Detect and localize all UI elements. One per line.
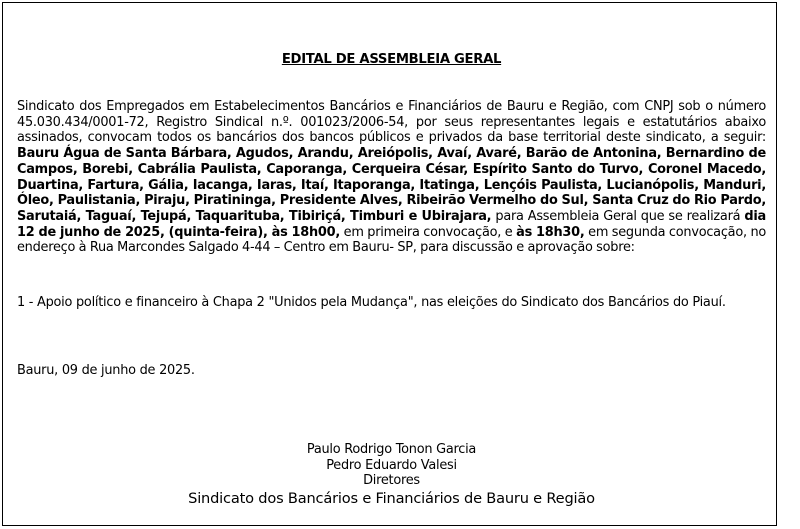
signatory-name-2: Pedro Eduardo Valesi bbox=[326, 457, 457, 473]
paragraph-intro: Sindicato dos Empregados em Estabelecimentos Bancários e Financiários de Bauru e Região, com CNPJ sob o número 45.030.434/0001-72, Registro Sindical n.º. 001023/2006-54, por seus representantes legais e estatutários abaixo assinados, convocam todos os bancários dos bancos públicos e privados da base territorial deste sindicato, a seguir: bbox=[17, 99, 766, 146]
paragraph-address: em segunda convocação, no endereço à Rua Marcondes Salgado 4-44 – Centro em Bauru- SP, para discussão e aprovação sobre: bbox=[17, 224, 767, 256]
notice-frame bbox=[2, 2, 777, 526]
paragraph-first-call: em primeira convocação, e bbox=[340, 224, 517, 240]
second-call-time: às 18h30, bbox=[516, 224, 585, 240]
convocation-paragraph bbox=[17, 99, 766, 256]
page-title: EDITAL DE ASSEMBLEIA GERAL bbox=[281, 52, 502, 67]
agenda-item: 1 - Apoio político e financeiro à Chapa 2 "Unidos pela Mudança", nas eleições do Sindicato dos Bancários do Piauí. bbox=[17, 295, 726, 310]
signatory-role: Diretores bbox=[363, 473, 420, 489]
paragraph-assembly: para Assembleia Geral que se realizará bbox=[491, 208, 745, 224]
cities-list: Bauru Água de Santa Bárbara, Agudos, Arandu, Areiópolis, Avaí, Avaré, Barão de Antonina, Bernardino de Campos, Borebi, Cabrália Paulista, Caporanga, Cerqueira César, Espírito Santo do Turvo, Coronel Macedo, Duartina, Fartura, Gália, Iacanga, Iaras, Itaí, Itaporanga, Itatinga, Lençóis Paulista, Lucianópolis, Manduri, Óleo, Paulistania, Piraju, Piratininga, Presidente Alves, Ribeirão Vermelho do Sul, Santa Cruz do Rio Pardo, Sarutaiá, Taguaí, Tejupá, Taquarituba, Tibiriçá, Timburi e Ubirajara, bbox=[17, 146, 766, 224]
signatory-name-1: Paulo Rodrigo Tonon Garcia bbox=[306, 442, 477, 457]
assembly-date: dia 12 de junho de 2025, (quinta-feira), às 18h00, bbox=[17, 208, 766, 240]
dateline: Bauru, 09 de junho de 2025. bbox=[17, 363, 195, 378]
signature-block bbox=[17, 442, 766, 509]
organization-name: Sindicato dos Bancários e Financiários de Bauru e Região bbox=[188, 490, 595, 508]
